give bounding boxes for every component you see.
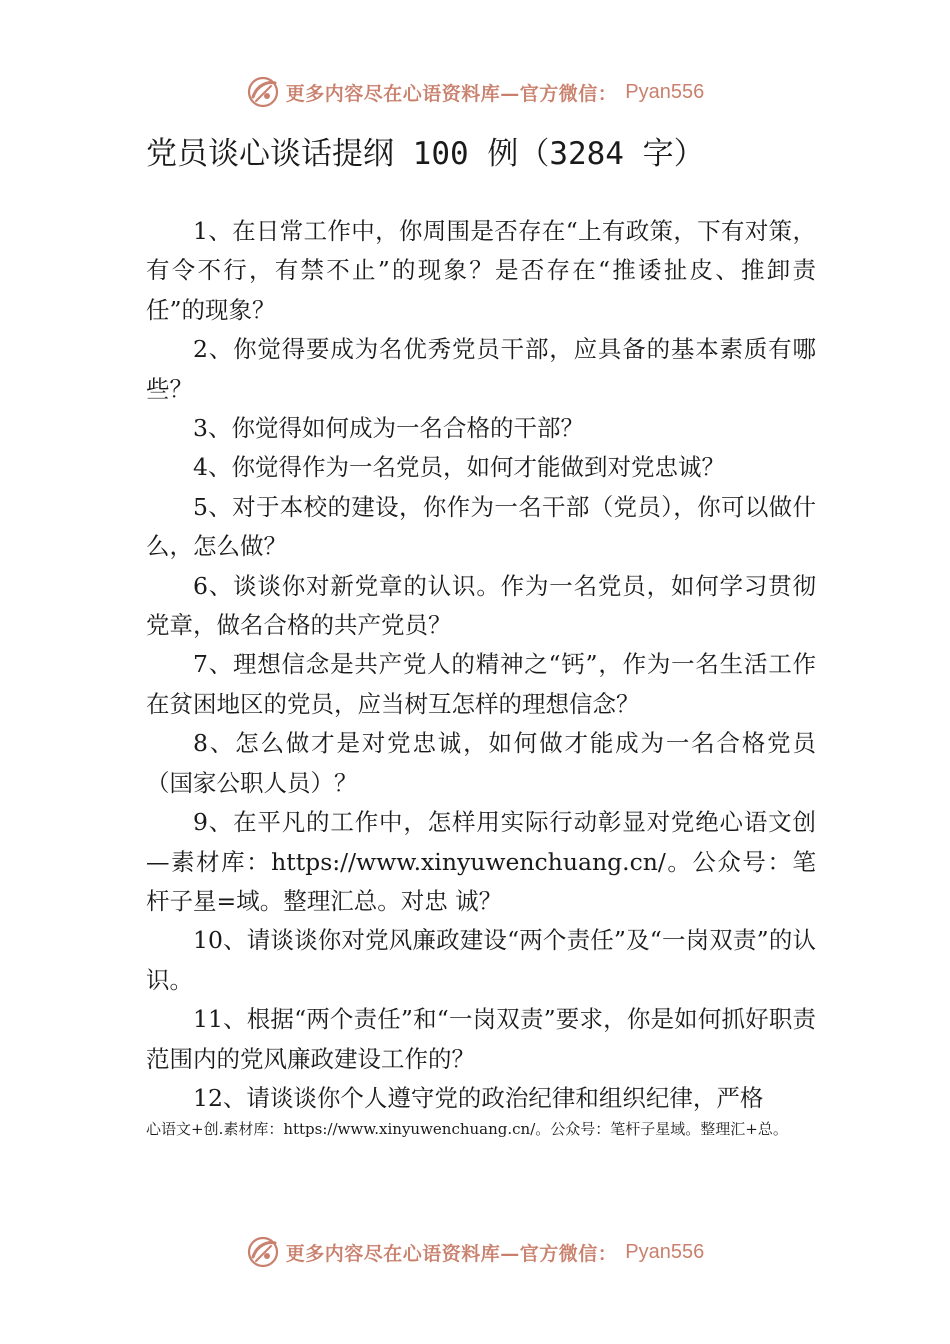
document-title: 党员谈心谈话提纲 100 例（3284 字）: [146, 136, 705, 172]
paragraph-2: 2、你觉得要成为名优秀党员干部，应具备的基本素质有哪些？: [146, 335, 816, 403]
paragraph-8: 8、怎么做才是对党忠诚，如何做才能成为一名合格党员（国家公职人员）？: [146, 729, 816, 797]
paragraph-10: 10、请谈谈你对党风廉政建设“两个责任”及“一岗双责”的认识。: [146, 926, 816, 994]
paragraph-11: 11、根据“两个责任”和“一岗双责”要求，你是如何抓好职责范围内的党风廉政建设工作的？: [146, 1005, 816, 1073]
brand-logo-icon: [246, 75, 280, 109]
paragraph-1: 1、在日常工作中，你周围是否存在“上有政策，下有对策，有令不行，有禁不止”的现象？是否存在“推诿扯皮、推卸责任”的现象？: [146, 217, 816, 324]
paragraph-9: 9、在平凡的工作中，怎样用实际行动彰显对党绝心语文创—素材库：https://www.xinyuwenchuang.cn/。公众号：笔杆子星=域。整理汇总。对忠 诚？: [146, 808, 816, 915]
paragraph-7: 7、理想信念是共产党人的精神之“钙”，作为一名生活工作在贫困地区的党员，应当树互怎样的理想信念？: [146, 650, 816, 718]
header-watermark-banner: [0, 72, 950, 112]
brand-logo-icon: [246, 1235, 280, 1269]
banner-text: 更多内容尽在心语资料库—官方微信：: [285, 82, 618, 105]
paragraph-12: 12、请谈谈你个人遵守党的政治纪律和组织纪律，严格: [193, 1083, 764, 1112]
paragraph-6: 6、谈谈你对新党章的认识。作为一名党员，如何学习贯彻党章，做名合格的共产党员？: [146, 571, 816, 640]
banner-wechat-id: Pyan556: [625, 1240, 705, 1263]
document-body: [146, 212, 816, 1118]
paragraph-4: 4、你觉得作为一名党员，如何才能做到对党忠诚？: [193, 453, 725, 482]
footer-watermark-banner: [0, 1232, 950, 1272]
banner-text: 更多内容尽在心语资料库—官方微信：: [285, 1242, 618, 1265]
paragraph-5: 5、对于本校的建设，你作为一名干部（党员），你可以做什么，怎么做？: [146, 492, 816, 561]
page-footer-note: 心语文+创.素材库：https://www.xinyuwenchuang.cn/。公众号：笔杆子星域。整理汇+总。: [146, 1120, 788, 1138]
paragraph-3: 3、你觉得如何成为一名合格的干部？: [193, 414, 584, 443]
banner-wechat-id: Pyan556: [625, 80, 705, 103]
